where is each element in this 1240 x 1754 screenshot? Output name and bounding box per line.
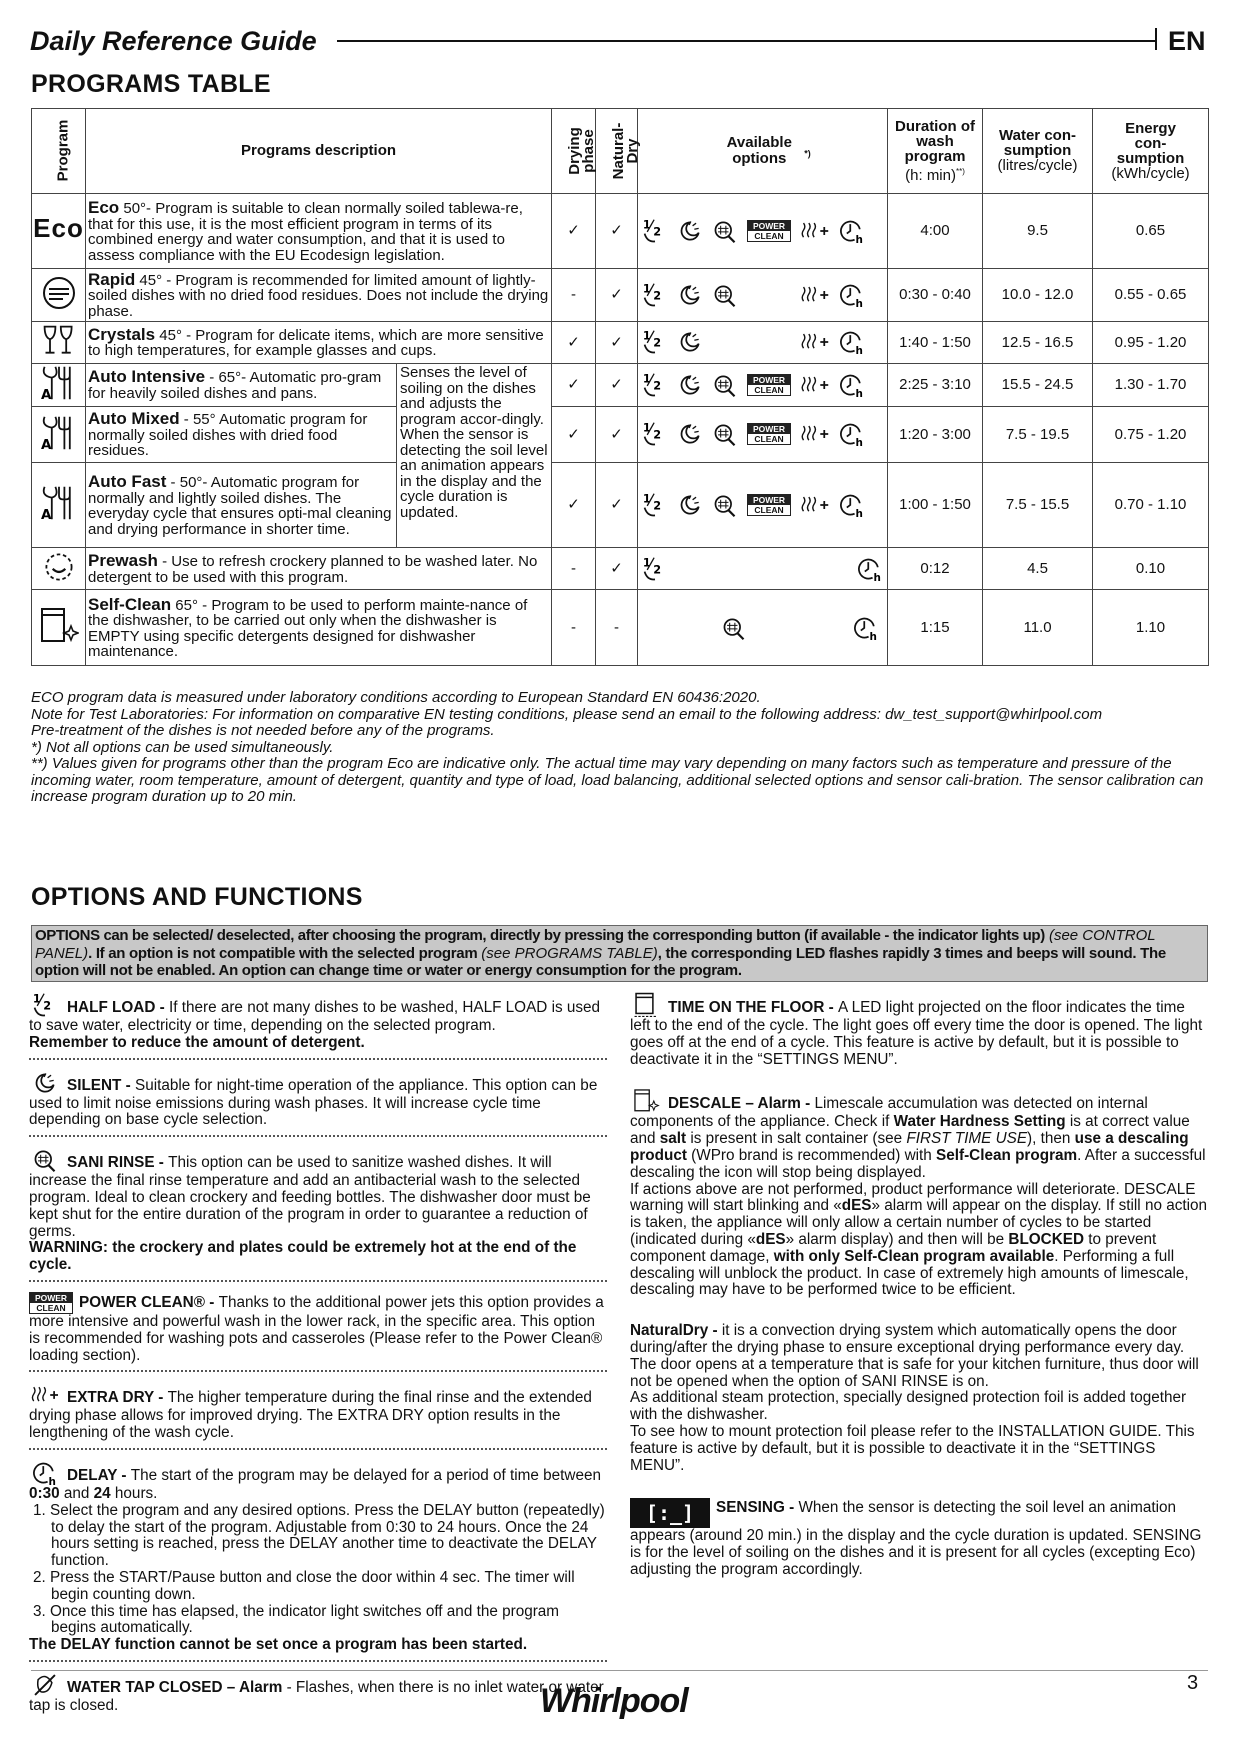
options-heading: OPTIONS AND FUNCTIONS [31,883,363,911]
options-right-column [630,992,1208,1595]
footer-rule [31,1670,1208,1671]
natural-dry-value: ✓ [596,364,638,406]
sani-rinse-icon [721,614,747,642]
table-row [32,193,1209,268]
rapid-program-icon [32,269,86,321]
drying-phase-value: - [552,548,596,590]
program-description: Eco 50°- Program is suitable to clean normally soiled tablewa-re, that for this use, it is the most efficient program in terms of its combined energy and water consumption, and that it is used to assess compliance with the EU Ecodesign legislation. [86,193,552,268]
half-load-icon [642,217,668,245]
language-code: EN [1168,26,1206,56]
energy-value: 0.55 - 0.65 [1093,269,1209,321]
table-row [32,364,1209,406]
sani-rinse-icon [712,491,738,519]
delay-icon [857,555,883,583]
natural-dry-value: ✓ [596,269,638,321]
sani-rinse-icon [29,1147,61,1173]
table-row [32,548,1209,590]
auto-fast-icon [32,463,86,548]
delay-option: DELAY - The start of the program may be delayed for a period of time between 0:30 and 24 hours. 1. Select the program and any desired options. Press the DELAY button (repeatedly) to delay the start of the program. Adjustable from 0:30 to 24 hours. Once the 24 hours setting is reached, press the DELAY another time to deactivate the DELAY function. 2. Press the START/Pause button and close the door within 4 sec. The timer will begin counting down. 3. Once this time has elapsed, the indicator light switches off and the program begins automatically. The DELAY function cannot be set once a program has been started. [29,1460,607,1662]
power-clean-icon: POWER CLEAN [747,220,791,242]
natural-dry-value: ✓ [596,406,638,463]
delay-icon [839,217,865,245]
auto-programs-note: Senses the level of soiling on the dishes and adjusts the program accor-dingly. When the sensor is detecting the soil level an animation appears in the display and the cycle duration is updated. [397,364,552,548]
water-tap-alarm: WATER TAP CLOSED – Alarm - Flashes, when there is no inlet water or water tap is closed. [29,1672,607,1721]
time-on-floor-option: TIME ON THE FLOOR - A LED light projected on the floor indicates the time left to the end of the cycle. The light goes off every time the door is opened. The light goes off at the end of a cycle. This feature is active by default, but it is possible to deactivate it in the “SETTINGS MENU”. [630,992,1208,1074]
natural-dry-value: ✓ [596,463,638,548]
available-options [638,590,888,666]
water-value: 10.0 - 12.0 [983,269,1093,321]
table-row [32,406,1209,463]
table-row [32,463,1209,548]
energy-value: 0.75 - 1.20 [1093,406,1209,463]
eco-program-icon: Eco [32,193,86,268]
water-value: 15.5 - 24.5 [983,364,1093,406]
col-natural: Natural-Dry [596,109,638,194]
energy-value: 1.30 - 1.70 [1093,364,1209,406]
power-clean-icon: POWER CLEAN [747,494,791,516]
available-options [638,406,888,463]
drying-phase-value: - [552,590,596,666]
program-description: Self-Clean 65° - Program to be used to perform mainte-nance of the dishwasher, to be carried out only when the dishwasher is EMPTY using specific detergents designed for dishwasher maintenance. [86,590,552,666]
delay-icon [839,420,865,448]
footnote: *) Not all options can be used simultaneously. [31,738,334,756]
extra-dry-icon [800,371,830,399]
footnote: ECO program data is measured under laboratory conditions according to European Standard EN 60436:2020. [31,689,761,706]
program-description: Auto Mixed - 55° Automatic program for normally soiled dishes with dried food residues. [86,406,397,463]
silent-option: SILENT - Suitable for night-time operation of the appliance. This option can be used to limit noise emissions during wash phases. It will increase cycle time depending on base cycle selection. [29,1070,607,1138]
water-value: 4.5 [983,548,1093,590]
available-options [638,548,888,590]
crystals-program-icon [32,321,86,363]
natural-dry-value: ✓ [596,193,638,268]
program-description: Prewash - Use to refresh crockery planned to be washed later. No detergent to be used with this program. [86,548,552,590]
energy-value: 0.70 - 1.10 [1093,463,1209,548]
programs-table [31,108,1209,666]
footnote: **) Values given for programs other than the program Eco are indicative only. The actual time may vary depending on many factors such as temperature and pressure of the incoming water, room temperature, amount of detergent, quantity and type of load, load balancing, additional selected options and sensor cali-bration. The sensor calibration can increase program duration up to 20 min. [31,755,1204,805]
self-clean-program-icon [32,590,86,666]
col-program: Program [32,109,86,194]
program-description: Rapid 45° - Program is recommended for limited amount of lightly-soiled dishes with no dried food residues. Does not include the drying phase. [86,269,552,321]
silent-icon [677,491,703,519]
duration-value: 1:20 - 3:00 [888,406,983,463]
extra-dry-icon [800,281,830,309]
table-footnotes [31,690,1211,806]
sani-rinse-option: SANI RINSE - This option can be used to sanitize washed dishes. It will increase the final rinse temperature and add an antibacterial wash to the selected program. Ideal to clean crockery and feeding bottles. The dishwasher door must be kept shut for the entire duration of the program in order to guarantee a reduction of germs. WARNING: the crockery and plates could be extremely hot at the end of the cycle. [29,1147,607,1282]
power-clean-option: POWER CLEAN POWER CLEAN® - Thanks to the additional power jets this option provides a more intensive and powerful wash in the lower rack, in the specific area. This option is recommended for washing pots and casseroles (Please refer to the Power Clean® loading section). [29,1292,607,1372]
program-description: Auto Fast - 50°- Automatic program for normally and lightly soiled dishes. The everyday cycle that ensures opti-mal cleaning and drying performance in shorter time. [86,463,397,548]
header-rule-end [1155,28,1157,50]
auto-intensive-icon [32,364,86,406]
water-value: 7.5 - 19.5 [983,406,1093,463]
drying-phase-value: ✓ [552,364,596,406]
delay-icon [839,371,865,399]
delay-icon [839,281,865,309]
duration-value: 0:30 - 0:40 [888,269,983,321]
col-energy: Energy con-sumption (kWh/cycle) [1093,109,1209,194]
col-description: Programs description [86,109,552,194]
power-clean-icon: POWER CLEAN [747,374,791,396]
silent-icon [677,420,703,448]
delay-icon [839,328,865,356]
col-options: Available options *) [638,109,888,194]
program-description: Crystals 45° - Program for delicate items, which are more sensitive to high temperatures, for example glasses and cups. [86,321,552,363]
table-row [32,269,1209,321]
extra-dry-icon [800,420,830,448]
extra-dry-icon [800,328,830,356]
descale-alarm: DESCALE – Alarm - Limescale accumulation was detected on internal components of the appliance. Check if Water Hardness Setting is at correct value and salt is present in salt container (see FIRST TIME USE), then use a descaling product (WPro brand is recommended) with Self-Clean program. After a successful descaling the icon will stop being displayed. If actions above are not performed, product performance will deteriorate. DESCALE warning will start blinking and «dES» alarm will appear on the display. If still no action is taken, the appliance will only allow a certain number of cycles to be started (indicated during «dES» alarm display) and then will be BLOCKED to prevent component damage, with only Self-Clean program available. Performing a full descaling will unblock the product. In case of extremely high amounts of limescale, descaling may have to be performed twice to be efficient. [630,1088,1208,1305]
col-duration: Duration of wash program (h: min)**) [888,109,983,194]
duration-value: 1:00 - 1:50 [888,463,983,548]
program-description: Auto Intensive - 65°- Automatic pro-gram for heavily soiled dishes and pans. [86,364,397,406]
half-load-icon [642,420,668,448]
footnote: Note for Test Laboratories: For information on comparative EN testing conditions, please send an email to the following address: dw_test_support@whirlpool.com [31,705,1103,723]
silent-icon [677,281,703,309]
extra-dry-icon [800,491,830,519]
available-options [638,321,888,363]
energy-value: 0.10 [1093,548,1209,590]
energy-value: 1.10 [1093,590,1209,666]
page-number: 3 [1187,1672,1199,1694]
natural-dry-feature: NaturalDry - it is a convection drying system which automatically opens the door during/after the drying phase to ensure exceptional drying performance every day. The door opens at a temperature that is safe for your kitchen furniture, thus door will not be opened when the option of SANI RINSE is on. As additional steam protection, specially designed protection foil is added together with the dishwasher. To see how to mount protection foil please refer to the INSTALLATION GUIDE. This feature is active by default, but it is possible to deactivate it in the “SETTINGS MENU”. [630,1322,1199,1474]
half-load-icon [642,555,668,583]
water-value: 12.5 - 16.5 [983,321,1093,363]
energy-value: 0.65 [1093,193,1209,268]
sensing-feature: [:_] SENSING - When the sensor is detecting the soil level an animation appears (around 20 min.) in the display and the cycle duration is updated. SENSING is for the level of soiling on the dishes and it is present for all cycles (excepting Eco) adjusting the program accordingly. [630,1499,1202,1578]
options-intro: OPTIONS can be selected/ deselected, after choosing the program, directly by pressing the corresponding button (if available - the indicator lights up) (see CONTROL PANEL). If an option is not compatible with the selected program (see PROGRAMS TABLE), the corresponding LED flashes rapidly 3 times and beeps will sound. The option will not be enabled. An option can change time or water or energy consumption for the program. [31,925,1208,982]
natural-dry-value: ✓ [596,548,638,590]
table-header-row [32,109,1209,194]
half-load-option: HALF LOAD - If there are not many dishes to be washed, HALF LOAD is used to save water, electricity or time, depending on the selected program. Remember to reduce the amount of detergent. [29,992,607,1060]
silent-icon [677,217,703,245]
delay-step: 2. Press the START/Pause button and close the door within 4 sec. The timer will begin counting down. [33,1568,575,1603]
extra-dry-icon [29,1382,61,1408]
delay-icon [29,1460,61,1486]
water-tap-closed-icon [29,1672,61,1698]
delay-step: 3. Once this time has elapsed, the indicator light switches off and the program begins automatically. [33,1602,560,1637]
sensing-display-icon: [:_] [630,1498,710,1528]
sani-rinse-icon [712,281,738,309]
half-load-icon [642,491,668,519]
sani-rinse-icon [712,217,738,245]
col-drying: Drying phase [552,109,596,194]
half-load-icon [642,371,668,399]
sani-rinse-icon [712,371,738,399]
duration-value: 1:40 - 1:50 [888,321,983,363]
options-left-column [29,992,607,1731]
duration-value: 1:15 [888,590,983,666]
available-options [638,364,888,406]
delay-icon [839,491,865,519]
natural-dry-value: ✓ [596,321,638,363]
power-clean-icon: POWER CLEAN [29,1292,73,1314]
natural-dry-value: - [596,590,638,666]
available-options [638,193,888,268]
duration-value: 4:00 [888,193,983,268]
silent-icon [677,328,703,356]
silent-icon [677,371,703,399]
silent-icon [29,1070,61,1096]
prewash-program-icon [32,548,86,590]
water-value: 7.5 - 15.5 [983,463,1093,548]
whirlpool-logo: Whirlpool [540,1682,688,1720]
table-row [32,590,1209,666]
available-options [638,463,888,548]
drying-phase-value: ✓ [552,321,596,363]
available-options [638,269,888,321]
delay-icon [853,614,879,642]
half-load-icon [642,281,668,309]
drying-phase-value: ✓ [552,406,596,463]
duration-value: 2:25 - 3:10 [888,364,983,406]
header-rule [337,40,1155,42]
half-load-icon [29,992,61,1018]
sani-rinse-icon [712,420,738,448]
drying-phase-value: ✓ [552,193,596,268]
table-row [32,321,1209,363]
extra-dry-option: EXTRA DRY - The higher temperature during the final rinse and the extended drying phase allows for improved drying. The EXTRA DRY option results in the lengthening of the wash cycle. [29,1382,607,1450]
auto-mixed-icon [32,406,86,463]
drying-phase-value: - [552,269,596,321]
programs-table-heading: PROGRAMS TABLE [31,70,271,98]
footnote: Pre-treatment of the dishes is not needed before any of the programs. [31,722,495,739]
water-value: 11.0 [983,590,1093,666]
half-load-icon [642,328,668,356]
water-value: 9.5 [983,193,1093,268]
col-water: Water con-sumption (litres/cycle) [983,109,1093,194]
page-header-title: Daily Reference Guide [30,26,317,56]
duration-value: 0:12 [888,548,983,590]
time-on-floor-icon [630,992,662,1018]
descale-icon [630,1088,662,1114]
delay-step: 1. Select the program and any desired options. Press the DELAY button (repeatedly) to delay the start of the program. Adjustable from 0:30 to 24 hours. Once the 24 hours setting is reached, press the DELAY another time to deactivate the DELAY function. [33,1501,605,1570]
extra-dry-icon [800,217,830,245]
power-clean-icon: POWER CLEAN [747,423,791,445]
energy-value: 0.95 - 1.20 [1093,321,1209,363]
drying-phase-value: ✓ [552,463,596,548]
